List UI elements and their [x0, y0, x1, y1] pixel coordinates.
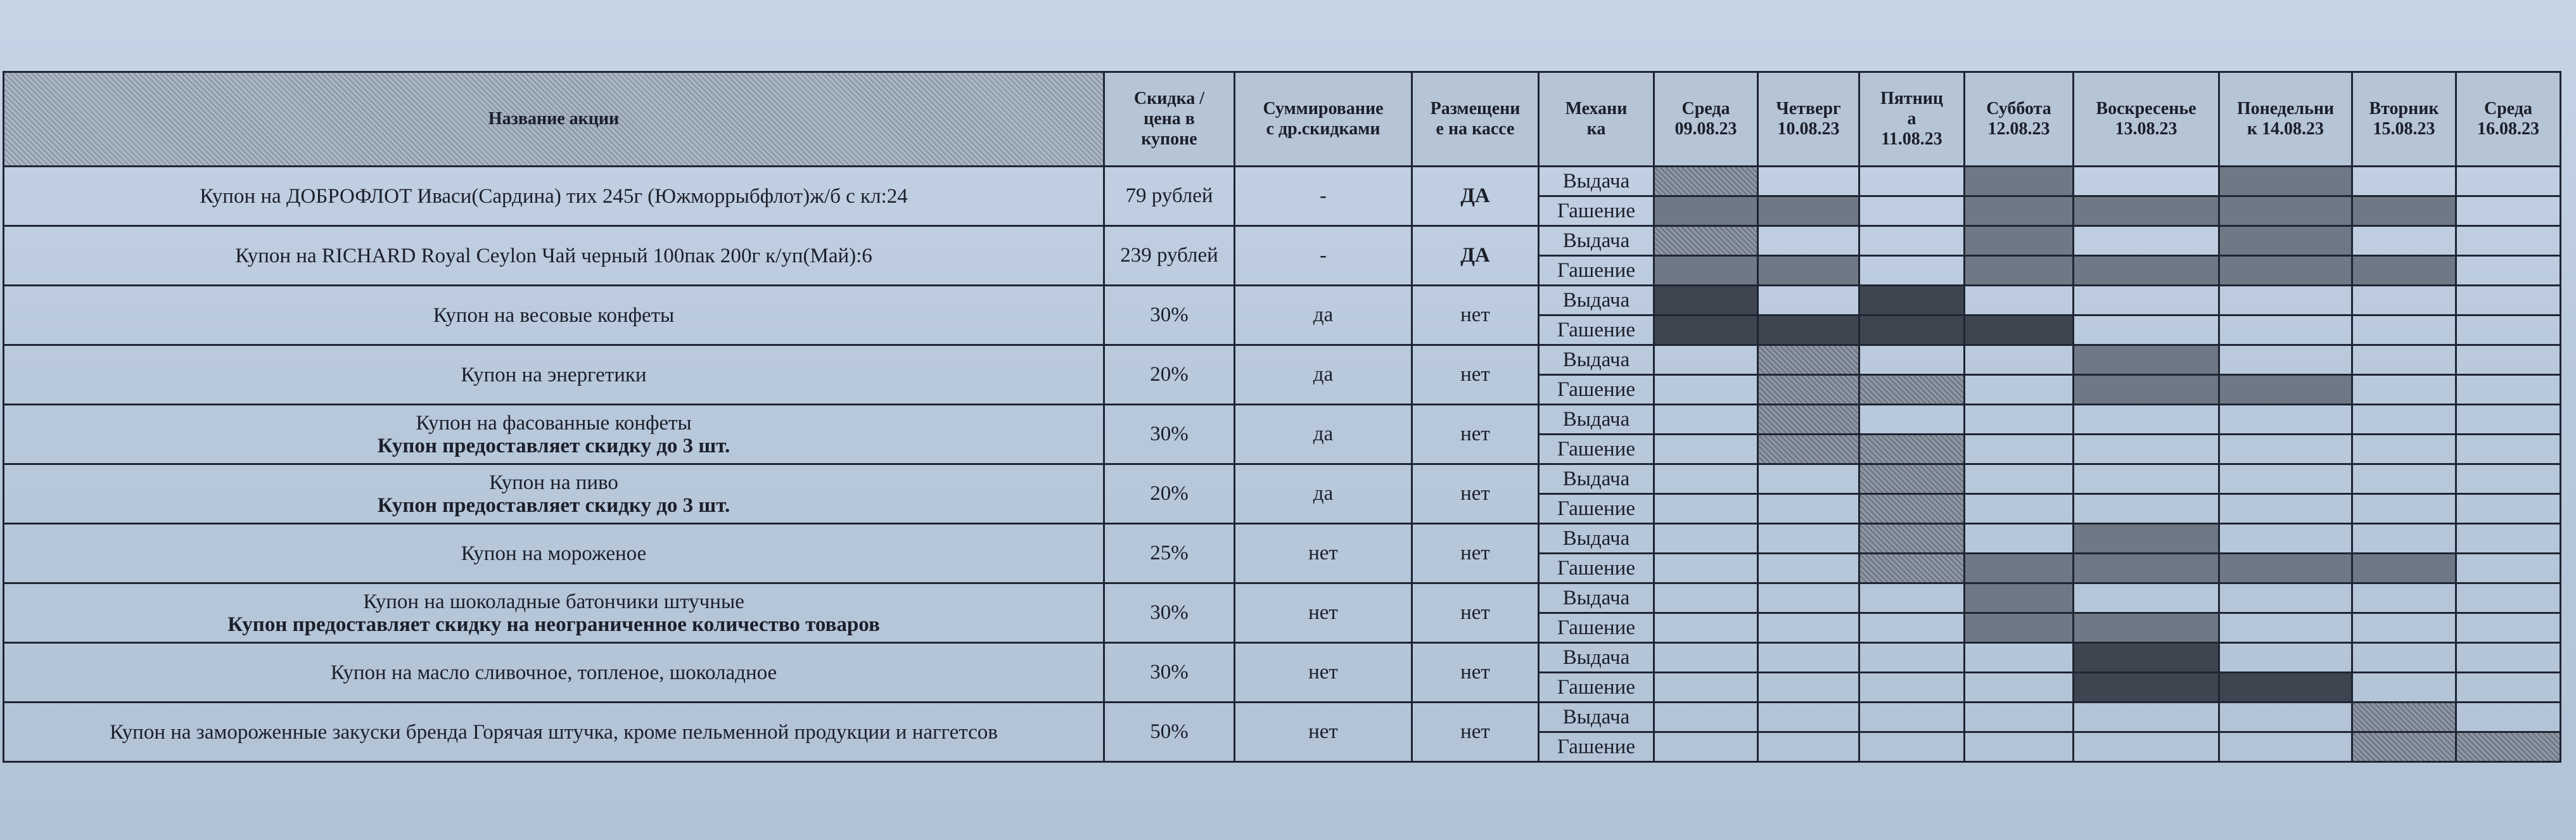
- schedule-cell: [1965, 732, 2074, 762]
- schedule-cell: [2074, 405, 2219, 435]
- schedule-cell: [2456, 524, 2561, 554]
- schedule-cell: [2352, 256, 2456, 286]
- promotion-placement: нет: [1412, 405, 1539, 464]
- schedule-cell: [2456, 315, 2561, 345]
- schedule-cell: [2074, 464, 2219, 494]
- schedule-cell: [2456, 554, 2561, 583]
- promotion-row-issue: [4, 703, 2561, 732]
- promotion-discount: 30%: [1104, 643, 1235, 703]
- schedule-cell: [1654, 703, 1758, 732]
- schedule-cell: [2352, 494, 2456, 524]
- schedule-cell: [1859, 286, 1965, 315]
- schedule-cell: [1654, 315, 1758, 345]
- mechanic-issue-label: Выдача: [1539, 583, 1654, 613]
- schedule-cell: [2219, 703, 2352, 732]
- promotion-name: Купон на энергетики: [461, 363, 647, 386]
- schedule-cell: [2352, 643, 2456, 673]
- header-line: Среда: [2484, 99, 2532, 118]
- schedule-cell: [1654, 405, 1758, 435]
- promotion-combine: -: [1235, 226, 1412, 286]
- schedule-cell: [2219, 196, 2352, 226]
- promotion-name: Купон на RICHARD Royal Ceylon Чай черный 100пак 200г к/уп(Май):6: [235, 244, 872, 267]
- header-line: с др.скидками: [1266, 119, 1380, 139]
- mechanic-redeem-label: Гашение: [1539, 554, 1654, 583]
- schedule-cell: [1859, 732, 1965, 762]
- schedule-cell: [2352, 524, 2456, 554]
- schedule-cell: [1654, 435, 1758, 464]
- schedule-cell: [1654, 226, 1758, 256]
- mechanic-issue-label: Выдача: [1539, 703, 1654, 732]
- schedule-cell: [1654, 583, 1758, 613]
- schedule-cell: [1758, 613, 1859, 643]
- schedule-cell: [1758, 583, 1859, 613]
- schedule-cell: [2352, 405, 2456, 435]
- schedule-cell: [1965, 435, 2074, 464]
- header-line: Размещени: [1430, 99, 1521, 118]
- promotion-name: Купон на ДОБРОФЛОТ Иваси(Сардина) тих 245г (Южморрыбфлот)ж/б с кл:24: [200, 184, 908, 208]
- schedule-cell: [1859, 256, 1965, 286]
- schedule-cell: [2352, 226, 2456, 256]
- mechanic-issue-label: Выдача: [1539, 345, 1654, 375]
- schedule-cell: [2456, 196, 2561, 226]
- promotion-placement: ДА: [1412, 167, 1539, 226]
- schedule-cell: [1758, 315, 1859, 345]
- schedule-cell: [2219, 226, 2352, 256]
- schedule-cell: [1965, 226, 2074, 256]
- mechanic-redeem-label: Гашение: [1539, 375, 1654, 405]
- schedule-cell: [1859, 494, 1965, 524]
- schedule-cell: [1859, 226, 1965, 256]
- schedule-cell: [2219, 494, 2352, 524]
- schedule-cell: [2352, 554, 2456, 583]
- header-line: ка: [1586, 119, 1606, 139]
- schedule-cell: [1654, 196, 1758, 226]
- header-day: [1654, 72, 1758, 167]
- promotion-placement: нет: [1412, 286, 1539, 345]
- schedule-cell: [2456, 286, 2561, 315]
- schedule-cell: [1758, 554, 1859, 583]
- table-body: [4, 167, 2561, 762]
- schedule-cell: [2456, 167, 2561, 196]
- header-line: Скидка /: [1133, 89, 1205, 108]
- schedule-cell: [2352, 315, 2456, 345]
- header-day: [2219, 72, 2352, 167]
- schedule-cell: [1859, 435, 1965, 464]
- header-row: [4, 72, 2561, 167]
- schedule-cell: [2074, 286, 2219, 315]
- promotion-placement: ДА: [1412, 226, 1539, 286]
- schedule-cell: [2219, 524, 2352, 554]
- schedule-cell: [1965, 405, 2074, 435]
- header-day: [1965, 72, 2074, 167]
- schedule-cell: [2074, 345, 2219, 375]
- header-line: 11.08.23: [1881, 129, 1942, 149]
- promotion-row-issue: [4, 286, 2561, 315]
- mechanic-redeem-label: Гашение: [1539, 732, 1654, 762]
- schedule-cell: [2219, 345, 2352, 375]
- header-line: 09.08.23: [1674, 119, 1737, 139]
- mechanic-redeem-label: Гашение: [1539, 315, 1654, 345]
- schedule-cell: [2456, 703, 2561, 732]
- schedule-cell: [2074, 494, 2219, 524]
- schedule-cell: [2219, 673, 2352, 703]
- schedule-cell: [1654, 613, 1758, 643]
- header-line: Понедельни: [2236, 99, 2335, 118]
- schedule-cell: [2219, 554, 2352, 583]
- schedule-cell: [1859, 405, 1965, 435]
- promotion-placement: нет: [1412, 583, 1539, 643]
- promotion-row-issue: [4, 226, 2561, 256]
- promotion-placement: нет: [1412, 643, 1539, 703]
- promotion-row-issue: [4, 643, 2561, 673]
- promotion-name-cell: [4, 286, 1104, 345]
- schedule-cell: [2219, 167, 2352, 196]
- schedule-cell: [1859, 315, 1965, 345]
- schedule-cell: [2456, 673, 2561, 703]
- promotion-name-cell: [4, 464, 1104, 524]
- schedule-cell: [2219, 732, 2352, 762]
- schedule-cell: [2074, 613, 2219, 643]
- header-mechanic: [1539, 72, 1654, 167]
- promotion-combine: нет: [1235, 643, 1412, 703]
- schedule-cell: [2456, 226, 2561, 256]
- schedule-cell: [1965, 613, 2074, 643]
- schedule-cell: [1965, 315, 2074, 345]
- schedule-cell: [2456, 643, 2561, 673]
- schedule-cell: [1654, 345, 1758, 375]
- mechanic-redeem-label: Гашение: [1539, 435, 1654, 464]
- schedule-cell: [2456, 405, 2561, 435]
- promotion-name-cell: [4, 226, 1104, 286]
- mechanic-issue-label: Выдача: [1539, 524, 1654, 554]
- schedule-cell: [1654, 256, 1758, 286]
- promotion-combine: да: [1235, 345, 1412, 405]
- schedule-cell: [2074, 554, 2219, 583]
- header-day: [2074, 72, 2219, 167]
- schedule-cell: [2219, 315, 2352, 345]
- schedule-cell: [2219, 435, 2352, 464]
- header-line: цена в: [1144, 109, 1195, 129]
- schedule-cell: [2352, 673, 2456, 703]
- header-discount: [1104, 72, 1235, 167]
- schedule-cell: [2074, 435, 2219, 464]
- schedule-cell: [2352, 703, 2456, 732]
- promotion-discount: 20%: [1104, 345, 1235, 405]
- schedule-cell: [2352, 583, 2456, 613]
- promotion-row-issue: [4, 464, 2561, 494]
- schedule-cell: [1758, 167, 1859, 196]
- schedule-cell: [2074, 732, 2219, 762]
- header-name: Название акции: [4, 72, 1104, 167]
- schedule-cell: [1859, 524, 1965, 554]
- promotion-row-issue: [4, 405, 2561, 435]
- header-line: 16.08.23: [2477, 119, 2539, 139]
- header-line: 13.08.23: [2115, 119, 2177, 139]
- schedule-cell: [1758, 643, 1859, 673]
- promotion-name: Купон на шоколадные батончики штучные: [363, 590, 744, 613]
- promotion-combine: -: [1235, 167, 1412, 226]
- header-line: Четверг: [1776, 99, 1841, 118]
- schedule-cell: [1965, 256, 2074, 286]
- schedule-cell: [1654, 554, 1758, 583]
- promotion-combine: нет: [1235, 583, 1412, 643]
- schedule-cell: [2352, 435, 2456, 464]
- schedule-cell: [2352, 464, 2456, 494]
- schedule-cell: [2352, 345, 2456, 375]
- schedule-cell: [2352, 167, 2456, 196]
- mechanic-redeem-label: Гашение: [1539, 256, 1654, 286]
- schedule-cell: [2456, 464, 2561, 494]
- mechanic-issue-label: Выдача: [1539, 167, 1654, 196]
- mechanic-redeem-label: Гашение: [1539, 613, 1654, 643]
- header-line: а: [1907, 109, 1916, 129]
- promotion-discount: 30%: [1104, 405, 1235, 464]
- schedule-cell: [2456, 494, 2561, 524]
- schedule-cell: [2219, 256, 2352, 286]
- schedule-cell: [1965, 643, 2074, 673]
- schedule-cell: [1965, 673, 2074, 703]
- header-line: Воскресенье: [2096, 99, 2197, 118]
- promotion-discount: 20%: [1104, 464, 1235, 524]
- schedule-cell: [1654, 673, 1758, 703]
- schedule-cell: [1965, 375, 2074, 405]
- schedule-cell: [1965, 345, 2074, 375]
- promotion-placement: нет: [1412, 464, 1539, 524]
- mechanic-issue-label: Выдача: [1539, 226, 1654, 256]
- schedule-cell: [1758, 405, 1859, 435]
- mechanic-redeem-label: Гашение: [1539, 196, 1654, 226]
- header-line: 10.08.23: [1777, 119, 1840, 139]
- schedule-cell: [1758, 464, 1859, 494]
- schedule-cell: [2074, 375, 2219, 405]
- schedule-cell: [2456, 583, 2561, 613]
- promotion-discount: 239 рублей: [1104, 226, 1235, 286]
- schedule-cell: [1859, 345, 1965, 375]
- schedule-cell: [1965, 524, 2074, 554]
- promotion-name-cell: [4, 703, 1104, 762]
- promotion-discount: 79 рублей: [1104, 167, 1235, 226]
- promotion-name: Купон на масло сливочное, топленое, шоколадное: [330, 661, 777, 684]
- schedule-cell: [2219, 613, 2352, 643]
- promotion-name-cell: [4, 643, 1104, 703]
- schedule-cell: [2352, 613, 2456, 643]
- header-line: Механи: [1565, 99, 1628, 118]
- schedule-cell: [1654, 464, 1758, 494]
- promotion-combine: да: [1235, 464, 1412, 524]
- schedule-cell: [1758, 732, 1859, 762]
- promotion-combine: нет: [1235, 703, 1412, 762]
- schedule-cell: [1859, 613, 1965, 643]
- promotion-row-issue: [4, 167, 2561, 196]
- schedule-cell: [1859, 196, 1965, 226]
- header-line: Вторник: [2369, 99, 2439, 118]
- schedule-cell: [1758, 435, 1859, 464]
- promotion-name-cell: [4, 405, 1104, 464]
- schedule-cell: [1758, 703, 1859, 732]
- schedule-cell: [2219, 583, 2352, 613]
- schedule-cell: [1654, 494, 1758, 524]
- promotion-discount: 25%: [1104, 524, 1235, 583]
- promotion-name-cell: [4, 583, 1104, 643]
- schedule-cell: [2219, 405, 2352, 435]
- schedule-cell: [1758, 345, 1859, 375]
- promotion-name: Купон на мороженое: [461, 542, 647, 565]
- header-line: Среда: [1681, 99, 1730, 118]
- schedule-cell: [2456, 732, 2561, 762]
- promotion-name-cell: [4, 524, 1104, 583]
- promotion-note: Купон предоставляет скидку до 3 шт.: [377, 493, 730, 517]
- schedule-cell: [2074, 256, 2219, 286]
- promotion-schedule-table: [3, 71, 2561, 763]
- schedule-cell: [2456, 375, 2561, 405]
- schedule-cell: [2074, 524, 2219, 554]
- promotion-row-issue: [4, 583, 2561, 613]
- promotion-row-issue: [4, 524, 2561, 554]
- mechanic-redeem-label: Гашение: [1539, 673, 1654, 703]
- schedule-cell: [2074, 196, 2219, 226]
- promotion-name: Купон на пиво: [489, 471, 618, 494]
- header-line: к 14.08.23: [2247, 119, 2324, 139]
- header-line: 15.08.23: [2373, 119, 2435, 139]
- promotion-discount: 50%: [1104, 703, 1235, 762]
- promotion-name: Купон на весовые конфеты: [433, 303, 675, 327]
- header-line: купоне: [1141, 129, 1197, 149]
- schedule-cell: [2074, 167, 2219, 196]
- schedule-cell: [1965, 494, 2074, 524]
- schedule-cell: [2219, 643, 2352, 673]
- mechanic-issue-label: Выдача: [1539, 405, 1654, 435]
- schedule-cell: [1654, 167, 1758, 196]
- promotion-name: Купон на замороженные закуски бренда Горячая штучка, кроме пельменной продукции и наггетсов: [110, 720, 998, 744]
- header-line: 12.08.23: [1987, 119, 2050, 139]
- schedule-cell: [2352, 196, 2456, 226]
- promotion-row-issue: [4, 345, 2561, 375]
- schedule-cell: [2456, 345, 2561, 375]
- promotion-combine: нет: [1235, 524, 1412, 583]
- promotion-placement: нет: [1412, 524, 1539, 583]
- schedule-cell: [2074, 583, 2219, 613]
- schedule-cell: [2456, 613, 2561, 643]
- schedule-cell: [1758, 286, 1859, 315]
- header-day: [2456, 72, 2561, 167]
- promotion-combine: да: [1235, 405, 1412, 464]
- schedule-cell: [1965, 583, 2074, 613]
- schedule-cell: [2352, 375, 2456, 405]
- schedule-cell: [1965, 464, 2074, 494]
- schedule-cell: [1758, 196, 1859, 226]
- schedule-cell: [2352, 286, 2456, 315]
- schedule-cell: [2219, 286, 2352, 315]
- schedule-cell: [1859, 375, 1965, 405]
- schedule-cell: [2456, 256, 2561, 286]
- schedule-cell: [1758, 375, 1859, 405]
- schedule-cell: [1965, 196, 2074, 226]
- schedule-cell: [1859, 167, 1965, 196]
- mechanic-issue-label: Выдача: [1539, 464, 1654, 494]
- schedule-cell: [2219, 375, 2352, 405]
- header-line: Пятниц: [1880, 89, 1944, 108]
- schedule-cell: [1654, 643, 1758, 673]
- header-placement: [1412, 72, 1539, 167]
- mechanic-issue-label: Выдача: [1539, 643, 1654, 673]
- promotion-name-cell: [4, 345, 1104, 405]
- schedule-cell: [1758, 673, 1859, 703]
- promotion-combine: да: [1235, 286, 1412, 345]
- promotion-name-cell: [4, 167, 1104, 226]
- schedule-cell: [1965, 554, 2074, 583]
- schedule-cell: [2074, 643, 2219, 673]
- header-day: [1758, 72, 1859, 167]
- schedule-cell: [1758, 226, 1859, 256]
- schedule-cell: [1859, 643, 1965, 673]
- mechanic-redeem-label: Гашение: [1539, 494, 1654, 524]
- schedule-cell: [2074, 703, 2219, 732]
- header-line: е на кассе: [1436, 119, 1515, 139]
- header-line: Суббота: [1986, 99, 2051, 118]
- promotion-discount: 30%: [1104, 286, 1235, 345]
- promotion-note: Купон предоставляет скидку на неограниченное количество товаров: [227, 613, 880, 636]
- header-day: [2352, 72, 2456, 167]
- schedule-cell: [1654, 375, 1758, 405]
- schedule-cell: [1654, 524, 1758, 554]
- mechanic-issue-label: Выдача: [1539, 286, 1654, 315]
- schedule-cell: [1859, 554, 1965, 583]
- schedule-cell: [2456, 435, 2561, 464]
- schedule-cell: [1859, 464, 1965, 494]
- schedule-cell: [2074, 315, 2219, 345]
- schedule-cell: [1859, 673, 1965, 703]
- schedule-cell: [1965, 703, 2074, 732]
- schedule-cell: [1965, 167, 2074, 196]
- schedule-cell: [1758, 494, 1859, 524]
- schedule-cell: [2074, 673, 2219, 703]
- schedule-cell: [1654, 286, 1758, 315]
- header-line: Суммирование: [1263, 99, 1384, 118]
- schedule-cell: [2074, 226, 2219, 256]
- promotion-placement: нет: [1412, 703, 1539, 762]
- schedule-cell: [1654, 732, 1758, 762]
- schedule-cell: [1859, 583, 1965, 613]
- schedule-cell: [2352, 732, 2456, 762]
- schedule-cell: [2219, 464, 2352, 494]
- schedule-cell: [1859, 703, 1965, 732]
- promotion-discount: 30%: [1104, 583, 1235, 643]
- promotion-placement: нет: [1412, 345, 1539, 405]
- header-day: [1859, 72, 1965, 167]
- schedule-cell: [1965, 286, 2074, 315]
- schedule-cell: [1758, 524, 1859, 554]
- header-combine: [1235, 72, 1412, 167]
- promotion-name: Купон на фасованные конфеты: [416, 411, 692, 435]
- promotion-note: Купон предоставляет скидку до 3 шт.: [377, 434, 730, 457]
- schedule-cell: [1758, 256, 1859, 286]
